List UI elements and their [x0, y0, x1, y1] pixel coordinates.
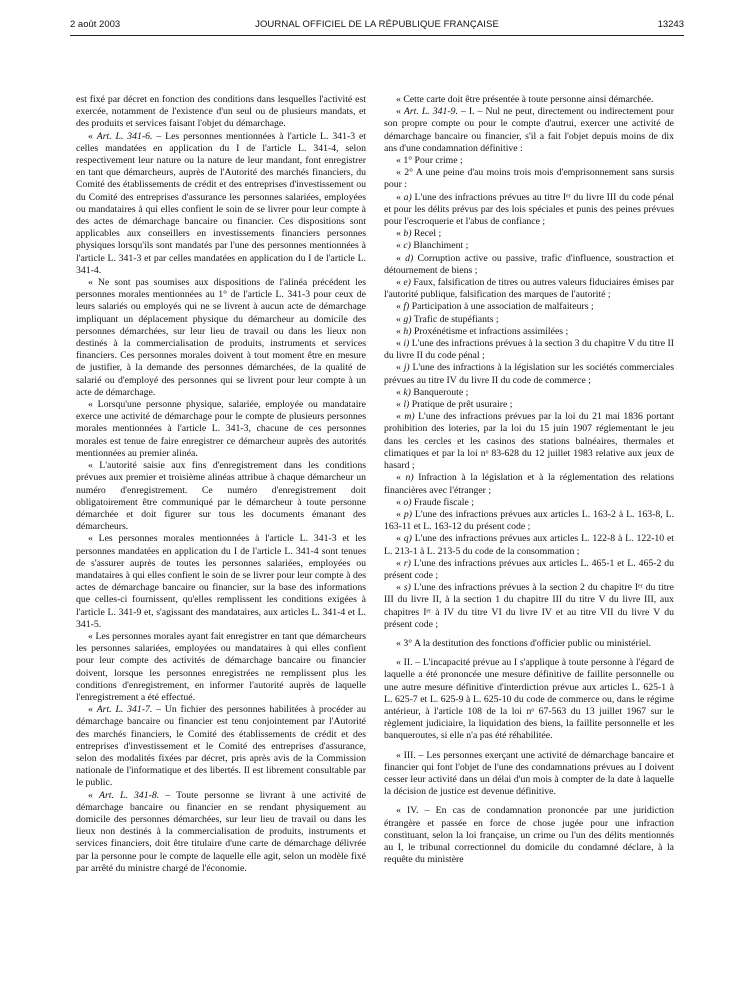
paragraph: « Art. L. 341-7. – Un fichier des personnes habilitées à procéder au démarchage bancaire ou financier est tenu conjointement par l'Autorité des marchés financiers, le Comité des établissements de crédit et des entreprises d'investissement et le Comité des entreprises d'assurance, selon des modalités fixées par décret, pris après avis de la Commission nationale de l'informatique et des libertés. Il est librement consultable par le public.: [76, 704, 367, 789]
paragraph: « h) Proxénétisme et infractions assimilées ;: [396, 325, 569, 337]
page-header: [70, 19, 684, 33]
paragraph: « 1° Pour crime ;: [396, 155, 463, 167]
paragraph: « o) Fraude fiscale ;: [396, 496, 474, 508]
header-date: 2 août 2003: [70, 19, 121, 30]
paragraph: « Les personnes morales mentionnées à l'article L. 341-3 et les personnes mandatées en application du I de l'article L. 341-4 sont tenues de s'assurer auprès de toutes les personnes salariées, employées ou mandataires à qui elles confient le soin de se livrer pour leur compte à des actes de démarchage bancaire ou financier, sur la base des informations que celles-ci fournissent, qu'elles remplissent les conditions exigées à l'article L. 341-9 et, s'agissant des mandataires, aux articles L. 341-4 et L. 341-5.: [76, 533, 366, 630]
paragraph: « n) Infraction à la législation et à la réglementation des relations financières avec l'étranger ;: [384, 472, 675, 496]
paragraph: « Cette carte doit être présentée à toute personne ainsi démarchée.: [396, 94, 654, 105]
paragraph: « Les personnes morales ayant fait enregistrer en tant que démarcheurs les personnes salariées, employées ou mandataires à qui elles confient pour leur compte des activités de démarchage bancaire ou financier doivent, lorsque les personnes enregistrées ne remplissent plus les conditions d'enregistrement, en informer l'autorité auprès de laquelle l'enregistrement a été effectué.: [76, 630, 366, 703]
paragraph: « Art. L. 341-6. – Les personnes mentionnées à l'article L. 341-3 et celles mandatées en application du I de l'article L. 341-4, selon respectivement leur nature ou la nature de leur mandant, font enregistrer en tant que démarcheurs, auprès de l'Autorité des marchés financiers, du Comité des établissements de crédit et des entreprises d'investissement ou du Comité des entreprises d'assurance les personnes salariées, employées ou mandataires à qui elles confient le soin de se livrer pour leur compte à des actes de démarchage bancaire ou financier. Ces dispositions sont applicables aux conseillers en investissements financiers personnes physiques lorsqu'ils sont mandatés par l'une des personnes mentionnées à l'article L. 341-3 et par celles mandatées en application du I de l'article L. 341-4.: [76, 130, 367, 276]
paragraph: « IV. – En cas de condamnation prononcée par une juridiction étrangère et passée en force de chose jugée pour une infraction constituant, selon la loi française, un crime ou l'un des délits mentionnés au I, le tribunal correctionnel du domicile du condamné déclare, à la requête du ministère: [384, 805, 674, 866]
paragraph: « r) L'une des infractions prévues aux articles L. 465-1 et L. 465-2 du présent code ;: [384, 557, 674, 581]
header-rule: [70, 35, 684, 36]
left-column: [76, 94, 366, 875]
paragraph: « k) Banqueroute ;: [396, 386, 469, 398]
paragraph: « a) L'une des infractions prévues au titre Iᵉʳ du livre III du code pénal et pour les délits prévus par des lois spéciales et punis des peines prévues pour l'escroquerie et l'abus de confiance ;: [384, 191, 675, 228]
header-title: JOURNAL OFFICIEL DE LA RÉPUBLIQUE FRANÇAISE: [255, 19, 499, 30]
paragraph: « Art. L. 341-8. – Toute personne se livrant à une activité de démarchage bancaire ou financier en se rendant physiquement au domicile des personnes démarchées, sur leur lieu de travail ou dans les lieux non destinés à la commercialisation de produits, instruments et services financiers, doit être titulaire d'une carte de démarchage délivrée par la personne pour le compte de laquelle elle agit, selon un modèle fixé par arrêté du ministre chargé de l'économie.: [76, 789, 366, 874]
paragraph: « j) L'une des infractions à la législation sur les sociétés commerciales prévues au titre IV du livre II du code de commerce ;: [384, 362, 674, 386]
paragraph: « s) L'une des infractions prévues à la section 2 du chapitre Iᵉʳ du titre III du livre II, à la section 1 du chapitre III du titre V du livre III, aux chapitres Iᵉʳ à IV du titre VI du livre IV et au titre VII du livre V du présent code ;: [384, 582, 675, 630]
paragraph: « c) Blanchiment ;: [396, 240, 469, 252]
paragraph: est fixé par décret en fonction des conditions dans lesquelles l'activité est exercée, notamment de l'existence d'un seul ou de plusieurs mandats, et des produits et services faisant l'objet du démarchage.: [76, 94, 366, 130]
paragraph: « L'autorité saisie aux fins d'enregistrement dans les conditions prévues aux premier et troisième alinéas attribue à chaque démarcheur un numéro d'enregistrement. Ce numéro d'enregistrement doit obligatoirement être communiqué par le démarcheur à toute personne démarchée et doit figurer sur tous les documents émanant des démarcheurs.: [76, 460, 366, 533]
paragraph: « Art. L. 341-9. – I. – Nul ne peut, directement ou indirectement pour son propre compte ou pour le compte d'autrui, exercer une activité de démarchage bancaire ou financier, s'il a fait l'objet depuis moins de dix ans d'une condamnation définitive :: [384, 106, 675, 154]
paragraph: « Ne sont pas soumises aux dispositions de l'alinéa précédent les personnes morales mentionnées au 1° de l'article L. 341-3 pour ceux de leurs salariés ou employés qui ne se livrent à aucun acte de démarchage impliquant un déplacement physique du démarcheur au domicile des personnes démarchées, sur leur lieu de travail ou dans les lieux non destinés à la commercialisation de produits, instruments et services financiers. Ces personnes morales doivent à tout moment être en mesure de justifier, à la demande des personnes démarchées, de la qualité de salarié ou d'employé des personnes qui se livrent pour leur compte à un acte de démarchage.: [76, 277, 366, 398]
paragraph: « g) Trafic de stupéfiants ;: [396, 313, 499, 325]
paragraph: « 2° A une peine d'au moins trois mois d'emprisonnement sans sursis pour :: [384, 167, 674, 191]
paragraph: « l) Pratique de prêt usuraire ;: [396, 399, 513, 411]
paragraph: « m) L'une des infractions prévues par la loi du 21 mai 1836 portant prohibition des loteries, par la loi du 15 juin 1907 réglementant le jeu dans les cercles et les casinos des stations balnéaires, thermales et climatiques et par la loi nᵒ 83-628 du 12 juillet 1983 relative aux jeux de hasard ;: [384, 411, 674, 472]
paragraph: « 3° A la destitution des fonctions d'officier public ou ministériel.: [396, 637, 651, 649]
paragraph: « Lorsqu'une personne physique, salariée, employée ou mandataire exerce une activité de démarchage pour le compte de plusieurs personnes morales mentionnées à l'article L. 341-3, chacune de ces personnes morales est tenue de faire enregistrer ce démarcheur auprès des autorités mentionnées au premier alinéa.: [76, 399, 366, 459]
paragraph: « d) Corruption active ou passive, trafic d'influence, soustraction et détournement de biens ;: [384, 252, 674, 276]
paragraph: « q) L'une des infractions prévues aux articles L. 122-8 à L. 122-10 et L. 213-1 à L. 213-5 du code de la consommation ;: [384, 533, 674, 557]
paragraph: « II. – L'incapacité prévue au I s'applique à toute personne à l'égard de laquelle a été prononcée une mesure définitive de faillite personnelle ou une autre mesure définitive d'interdiction prévue aux articles L. 625-1 à L. 625-7 et L. 625-9 à L. 625-10 du code de commerce ou, dans le régime antérieur, à l'article 108 de la loi nᵒ 67-563 du 13 juillet 1967 sur le règlement judiciaire, la liquidation des biens, la faillite personnelle et les banqueroutes, si elle n'a pas été réhabilitée.: [384, 657, 674, 742]
paragraph: « III. – Les personnes exerçant une activité de démarchage bancaire et financier qui font l'objet de l'une des condamnations prévues au I doivent cesser leur activité dans un délai d'un mois à compter de la date à laquelle la décision de justice est devenue définitive.: [384, 749, 674, 798]
right-column: [384, 94, 674, 866]
paragraph: « f) Participation à une association de malfaiteurs ;: [396, 301, 594, 313]
paragraph: « i) L'une des infractions prévues à la section 3 du chapitre V du titre II du livre II du code pénal ;: [384, 338, 674, 362]
paragraph: « b) Recel ;: [396, 228, 442, 240]
paragraph: « p) L'une des infractions prévues aux articles L. 163-2 à L. 163-8, L. 163-11 et L. 163-12 du présent code ;: [384, 508, 675, 533]
paragraph: « e) Faux, falsification de titres ou autres valeurs fiduciaires émises par l'autorité publique, falsification des marques de l'autorité ;: [384, 277, 674, 301]
page-number: 13243: [657, 19, 684, 30]
